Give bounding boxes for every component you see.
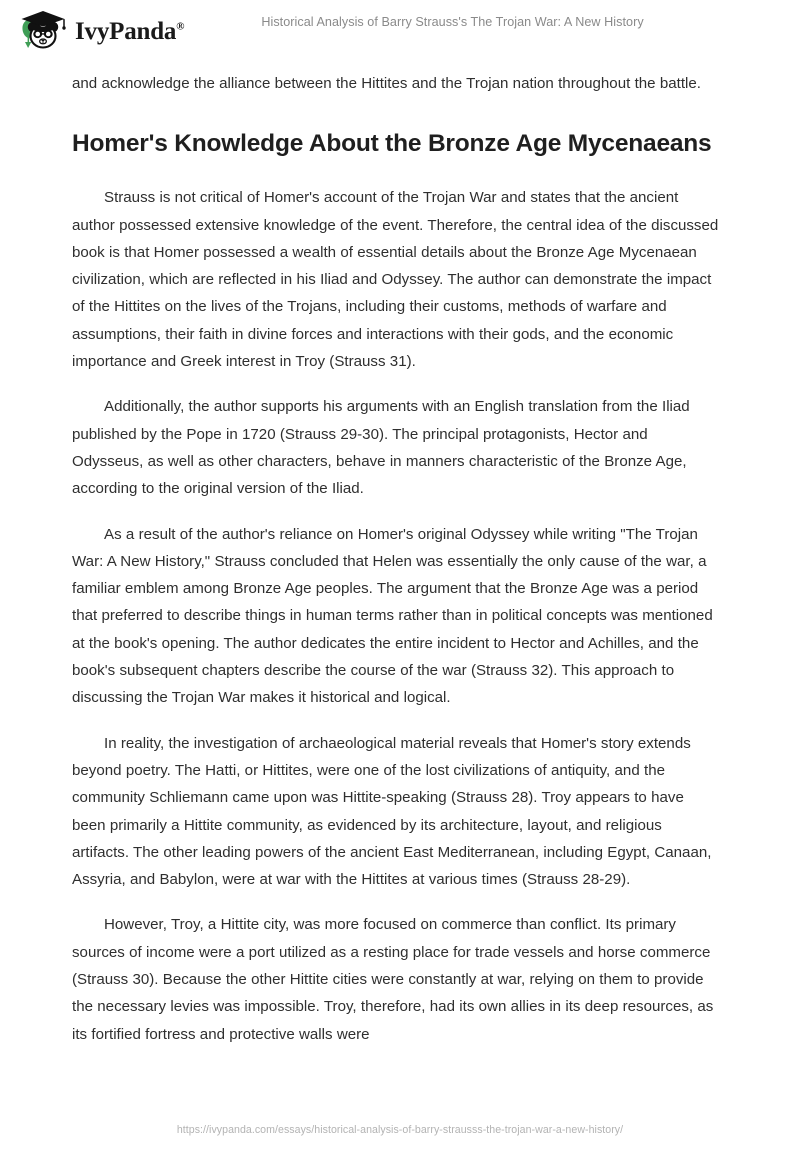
page-footer [0, 1120, 800, 1138]
document-body [72, 70, 720, 1066]
section-heading: Homer's Knowledge About the Bronze Age Mycenaeans [72, 130, 712, 158]
body-paragraph: In reality, the investigation of archaeological material reveals that Homer's story extends beyond poetry. The Hatti, or Hittites, were one of the lost civilizations of antiquity, and the community Schliemann came upon was Hittite-speaking (Strauss 28). Troy appears to have been primarily a Hittite community, as evidenced by its architecture, layout, and religious artifacts. The other leading powers of the ancient East Mediterranean, including Egypt, Canaan, Assyria, and Babylon, were at war with the Hittites at various times (Strauss 28-29). [72, 734, 712, 889]
document-header-title: Historical Analysis of Barry Strauss's The Trojan War: A New History [261, 15, 644, 29]
body-paragraph: Strauss is not critical of Homer's account of the Trojan War and states that the ancient author possessed extensive knowledge of the event. Therefore, the central idea of the discussed book is that Homer possessed a wealth of essential details about the Bronze Age Mycenaean civilization, which are reflected in his Iliad and Odyssey. The author can demonstrate the impact of the Hittites on the lives of the Trojans, including their customs, methods of warfare and assumptions, their faith in divine forces and interactions with their gods, and the economic importance and Greek interest in Troy (Strauss 31). [72, 189, 719, 371]
body-paragraph: However, Troy, a Hittite city, was more focused on commerce than conflict. Its primary sources of income were a port utilized as a resting place for trade vessels and horse commerce (Strauss 30). Because the other Hittite cities were constantly at war, relying on them to provide the necessary levies was impossible. Troy, therefore, had its own allies in its deep resources, as its fortified fortress and protective walls were [72, 916, 714, 1043]
registered-mark-icon: ® [176, 20, 185, 33]
source-url-link[interactable]: https://ivypanda.com/essays/historical-analysis-of-barry-strausss-the-trojan-war-a-new-history/ [176, 1124, 624, 1136]
body-paragraph: Additionally, the author supports his arguments with an English translation from the Iliad published by the Pope in 1720 (Strauss 29-30). The principal protagonists, Hector and Odysseus, as well as other characters, behave in manners characteristic of the Bronze Age, according to the original version of the Iliad. [72, 398, 690, 498]
brand-name-text: IvyPanda [75, 17, 177, 45]
page-header [0, 0, 800, 62]
body-paragraph: As a result of the author's reliance on Homer's original Odyssey while writing "The Trojan War: A New History," Strauss concluded that Helen was essentially the only cause of the war, a familiar emblem among Bronze Age peoples. The argument that the Bronze Age was a period that preferred to describe things in human terms rather than in political concepts was mentioned at the book's opening. The author dedicates the entire incident to Hector and Achilles, and the book's subsequent chapters describe the course of the war (Strauss 32). This approach to discussing the Trojan War makes it historical and logical. [72, 525, 713, 707]
continued-paragraph: and acknowledge the alliance between the Hittites and the Trojan nation throughout the battle. [72, 75, 701, 92]
